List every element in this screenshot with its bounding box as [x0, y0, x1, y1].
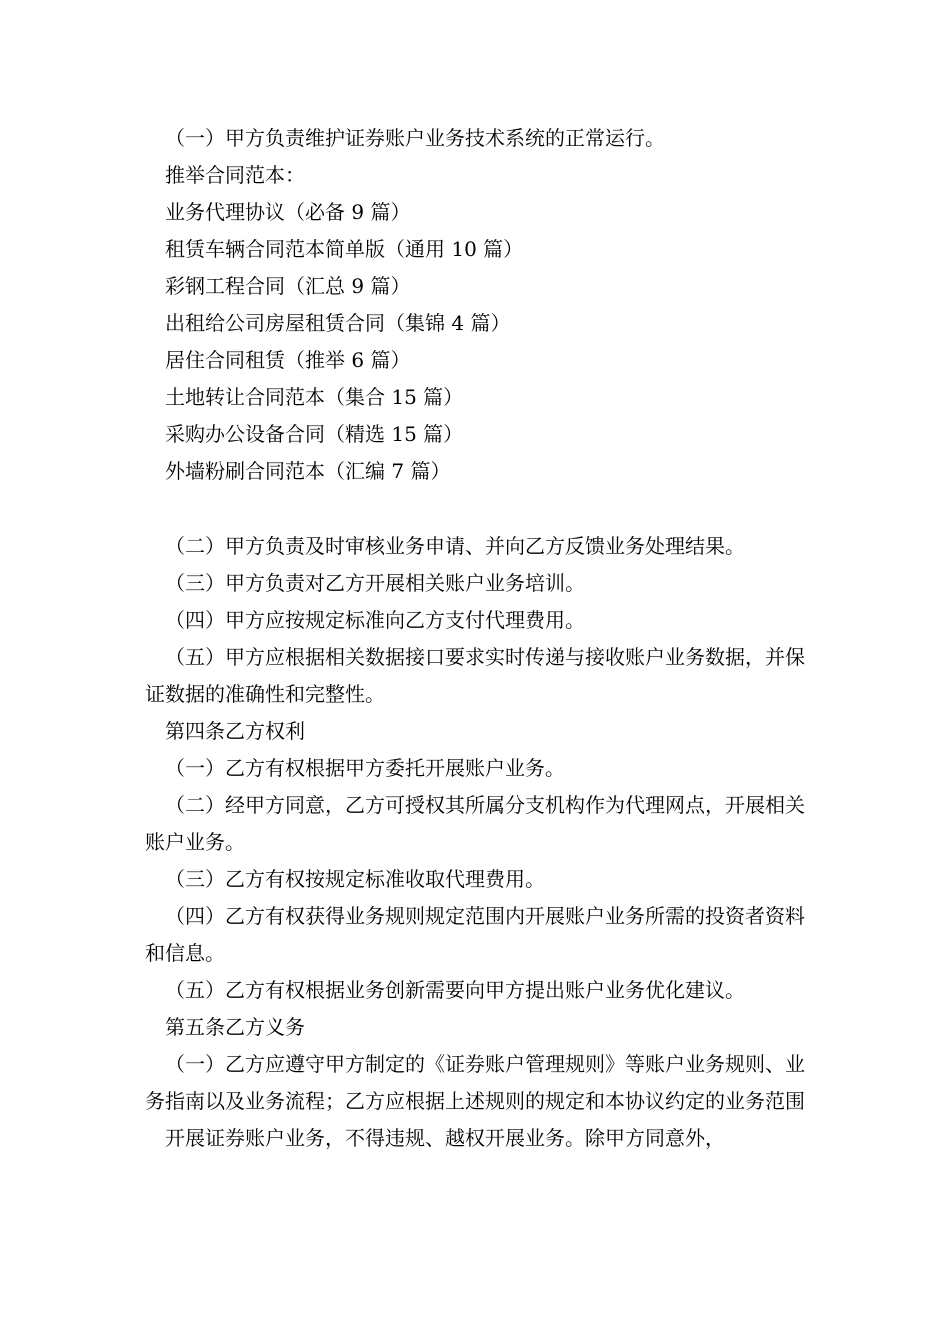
paragraph: （二）甲方负责及时审核业务申请、并向乙方反馈业务处理结果。 — [165, 534, 745, 558]
list-item: 业务代理协议（必备 9 篇） — [165, 200, 411, 224]
paragraph: （五）甲方应根据相关数据接口要求实时传递与接收账户业务数据，并保证数据的准确性和完整性。 — [145, 645, 805, 706]
list-item: 租赁车辆合同范本简单版（通用 10 篇） — [165, 237, 524, 261]
paragraph: （二）经甲方同意，乙方可授权其所属分支机构作为代理网点，开展相关账户业务。 — [145, 793, 805, 854]
paragraph: （三）甲方负责对乙方开展相关账户业务培训。 — [165, 571, 585, 595]
paragraph: 开展证券账户业务，不得违规、越权开展业务。除甲方同意外， — [165, 1126, 725, 1150]
paragraph: （四）甲方应按规定标准向乙方支付代理费用。 — [165, 608, 585, 632]
paragraph: 推举合同范本： — [165, 163, 305, 187]
list-item: 彩钢工程合同（汇总 9 篇） — [165, 274, 411, 298]
section-heading: 第五条乙方义务 — [165, 1015, 305, 1039]
list-item: 居住合同租赁（推举 6 篇） — [165, 348, 411, 372]
top-section — [145, 120, 810, 490]
list-item: 外墙粉刷合同范本（汇编 7 篇） — [165, 459, 451, 483]
section-heading: 第四条乙方权利 — [165, 719, 305, 743]
list-item: 出租给公司房屋租赁合同（集锦 4 篇） — [165, 311, 511, 335]
paragraph: （五）乙方有权根据业务创新需要向甲方提出账户业务优化建议。 — [165, 978, 745, 1002]
paragraph: （一）乙方有权根据甲方委托开展账户业务。 — [165, 756, 565, 780]
bottom-section — [145, 528, 810, 1157]
paragraph: （一）甲方负责维护证券账户业务技术系统的正常运行。 — [165, 126, 665, 150]
list-item: 土地转让合同范本（集合 15 篇） — [165, 385, 464, 409]
paragraph: （三）乙方有权按规定标准收取代理费用。 — [165, 867, 545, 891]
paragraph: （四）乙方有权获得业务规则规定范围内开展账户业务所需的投资者资料和信息。 — [145, 904, 805, 965]
list-item: 采购办公设备合同（精选 15 篇） — [165, 422, 464, 446]
paragraph: （一）乙方应遵守甲方制定的《证券账户管理规则》等账户业务规则、业务指南以及业务流程；乙方应根据上述规则的规定和本协议约定的业务范围 — [145, 1052, 805, 1113]
